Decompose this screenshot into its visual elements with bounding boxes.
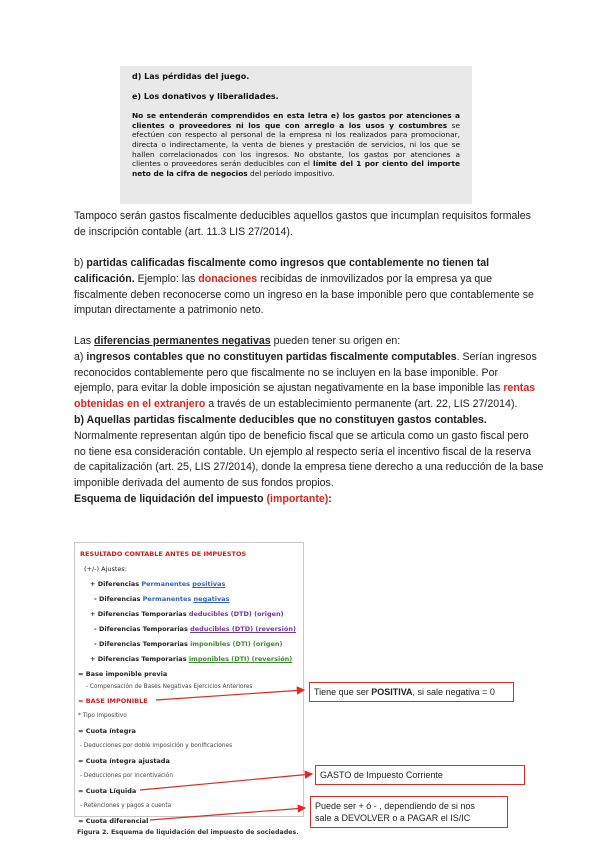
callout-text: , si sale negativa = 0 — [412, 687, 495, 697]
figure-text: imponibles (DTI) (origen) — [190, 640, 283, 648]
callout-text: Puede ser + ó - , dependiendo de si nos — [315, 801, 475, 811]
figure-text: negativas — [193, 595, 230, 603]
figure-text: deducibles (DTD) (reversión) — [190, 625, 296, 633]
text-line: reconocidos contablemente pero que fiscalmente no se incluyen en la base imponible. Por — [74, 366, 499, 379]
text-span: Las — [74, 335, 95, 347]
figure-deducciones-2: - Deducciones por incentivación — [80, 773, 174, 779]
figure-cuota-integra: = Cuota íntegra — [78, 727, 136, 735]
text-span: ejemplo, para evitar la doble imposición se ajustan negativamente en la base imponible las — [74, 382, 504, 395]
bold-text: partidas calificadas fiscalmente como ingresos que contablemente no tienen tal — [86, 257, 490, 269]
excerpt-text-1: No se entenderán comprendidos en esta letra e) los — [132, 111, 358, 121]
arrow-cuota-liquida — [140, 774, 312, 790]
text-line: imputan directamente a patrimonio neto. — [74, 304, 264, 317]
figure-text: Permanentes — [142, 595, 194, 603]
highlight-importante: (importante) — [266, 492, 329, 505]
highlight-rentas: rentas — [503, 382, 536, 395]
figure-text: - Diferencias Temporarias — [94, 640, 191, 648]
figure-cuota-liquida: = Cuota Líquida — [78, 787, 137, 795]
figure-text: imponibles (DTI) (reversión) — [188, 655, 293, 663]
bold-text: calificación. — [74, 272, 135, 285]
excerpt-bold-2: límite del 1 por ciento del importe neto de la cifra de negocios — [132, 159, 460, 178]
colon: : — [328, 492, 332, 505]
list-marker: b) — [74, 257, 87, 269]
figure-adjustments: (+/-) Ajustes: — [84, 565, 128, 573]
callout-text: GASTO de Impuesto Corriente — [320, 770, 443, 780]
text-line: imponible derivada del aumento de sus fondos propios. — [74, 477, 334, 490]
excerpt-bold-1: gastos por atenciones a clientes o proveedores ni los que con arreglo a los usos y costumbres — [132, 111, 460, 130]
list-marker: a) — [74, 350, 87, 363]
figure-base-previa: = Base imponible previa — [78, 670, 168, 678]
figure-text: positivas — [192, 580, 226, 588]
text-line: de inscripción contable (art. 11.3 LIS 27/2014). — [74, 225, 293, 238]
text-line: no tiene esa consideración contable. Un ejemplo al respecto sería el incentivo fiscal de la reserva — [74, 445, 531, 458]
figure-base-imponible: = BASE IMPONIBLE — [78, 697, 148, 705]
text-span: recibidas de inmovilizados por la empresa ya que — [257, 272, 493, 285]
text-line: Normalmente representan algún tipo de beneficio fiscal que se articula como un gasto fiscal pero — [74, 429, 529, 442]
figure-caption: Figura 2. Esquema de liquidación del impuesto de sociedades. — [77, 829, 299, 836]
bold-text: b) Aquellas partidas fiscalmente deducibles que no constituyen gastos contables. — [74, 413, 487, 426]
figure-cuota-diferencial: = Cuota diferencial — [78, 817, 149, 825]
highlight-donaciones: donaciones — [198, 272, 258, 285]
figure-cuota-ajustada: = Cuota íntegra ajustada — [78, 757, 170, 765]
figure-text: Permanentes — [141, 580, 193, 588]
bold-text: ingresos contables que no constituyen partidas fiscalmente computables — [86, 350, 457, 363]
figure-deducciones-1: - Deducciones por doble imposición y bonificaciones — [80, 743, 233, 749]
figure-text: + Diferencias — [90, 580, 142, 588]
arrow-cuota-diferencial — [150, 808, 305, 820]
callout-text: Tiene que ser — [314, 687, 372, 697]
figure-title: RESULTADO CONTABLE ANTES DE IMPUESTOS — [80, 550, 247, 558]
text-span: Ejemplo: las — [134, 272, 199, 285]
text-line: Tampoco serán gastos fiscalmente deducibles aquellos gastos que incumplan requisitos formales — [74, 210, 531, 222]
figure-text: + Diferencias Temporarias — [90, 655, 189, 663]
callout-bold: POSITIVA — [371, 687, 413, 697]
arrow-base-imponible — [156, 690, 304, 700]
figure-compensacion: - Compensación de Bases Negativas Ejercicios Anteriores — [86, 684, 253, 690]
figure-text: - Diferencias Temporarias — [94, 625, 191, 633]
text-span: pueden tener su origen en: — [270, 335, 401, 347]
callout-positiva — [309, 682, 514, 702]
figure-text: + Diferencias Temporarias — [90, 610, 189, 618]
highlight-extranjero: obtenidas en el extranjero — [74, 398, 206, 411]
text-span: . Serían ingresos — [456, 350, 537, 363]
figure-text: deducibles (DTD) (origen) — [188, 610, 284, 618]
callout-gasto-impuesto — [315, 765, 525, 785]
callout-cuota-diferencial — [310, 796, 508, 828]
underlined-term: diferencias permanentes negativas — [94, 335, 271, 347]
excerpt-text-3: del período impositivo. — [247, 168, 335, 178]
excerpt-text-2: se efectúen con respecto al personal de la empresa ni los realizados para promocionar, directa o indirectamente, la venta de bienes y prestación de servicios, ni los que se hallen correlacionados con los ingresos. No obstante, los gastos por atenciones a clientes o proveedores serán deducibles con el — [132, 120, 460, 169]
text-line: de capitalización (art. 25, LIS 27/2014), donde la empresa tiene derecho a una reducción de la base — [74, 461, 544, 474]
text-line: fiscalmente deben reconocerse como un ingreso en la base imponible pero que contablemente se — [74, 288, 534, 301]
text-span: a través de un establecimiento permanente (art. 22, LIS 27/2014). — [205, 398, 518, 411]
excerpt-item-e: e) Los donativos y liberalidades. — [132, 91, 279, 101]
excerpt-item-d: d) Las pérdidas del juego. — [132, 72, 250, 81]
callout-text: sale a DEVOLVER o a PAGAR el IS/IC — [315, 813, 471, 823]
figure-retenciones: - Retenciones y pagos a cuenta — [80, 803, 172, 809]
figure-tipo: * Tipo impositivo — [78, 713, 127, 719]
figure-text: - Diferencias — [94, 595, 143, 603]
bold-text: Esquema de liquidación del impuesto — [74, 492, 267, 505]
